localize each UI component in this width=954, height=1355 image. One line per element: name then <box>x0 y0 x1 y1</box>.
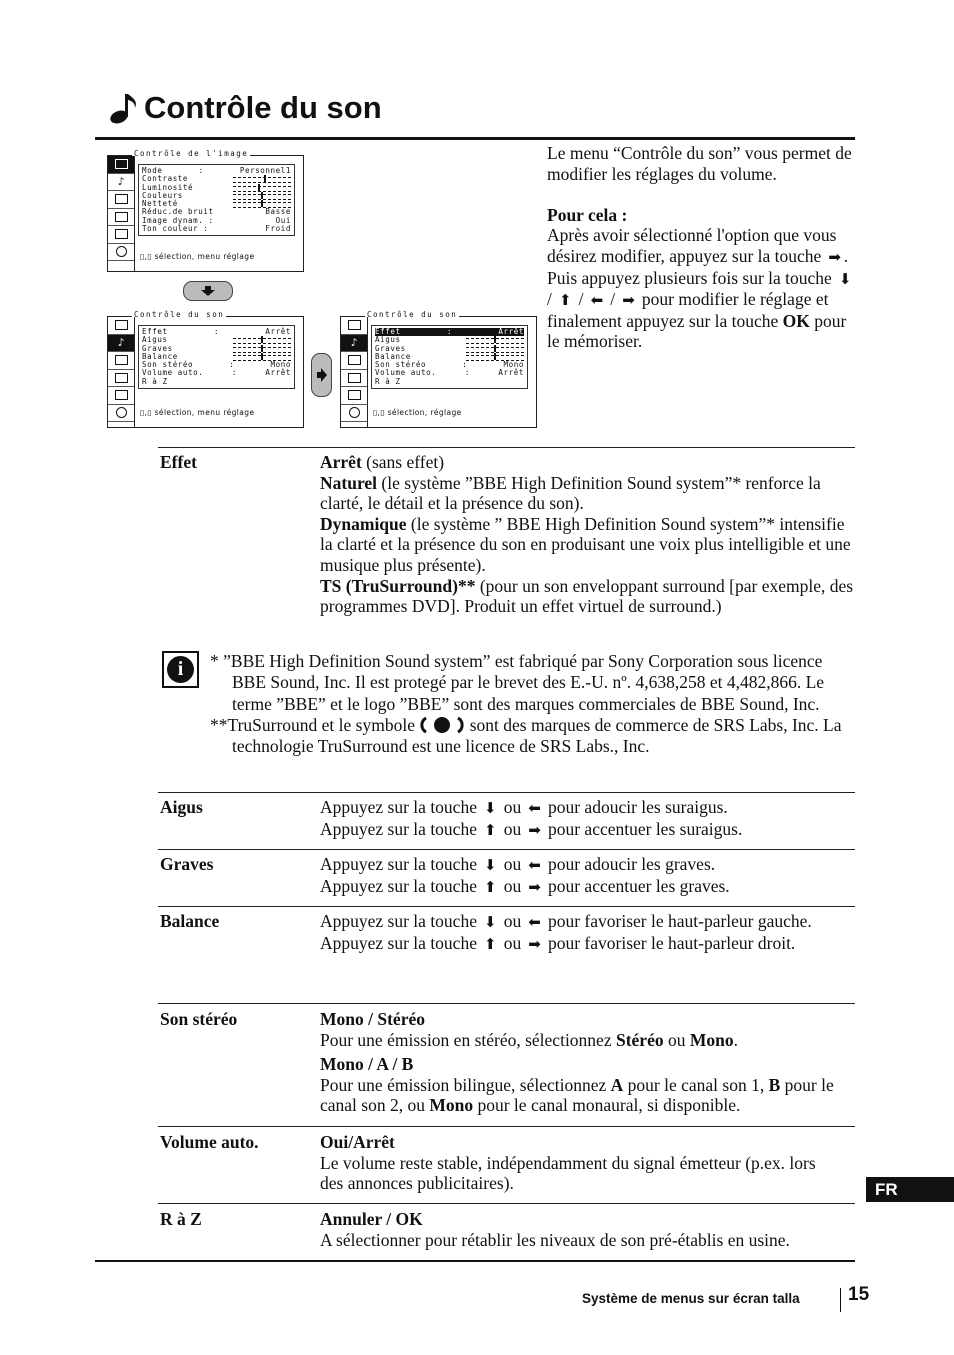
text: pour le canal son 1, <box>623 1074 769 1095</box>
term-aigus: Aigus <box>160 797 203 817</box>
menu-row-value <box>233 175 291 183</box>
menu-sidebar <box>108 156 135 271</box>
text: A sélectionner pour rétablir les niveaux de son pré-établis en usine. <box>320 1229 790 1250</box>
level-bar <box>466 355 524 361</box>
menu-sidebar <box>341 317 368 427</box>
menu-row-label: Effet <box>375 327 401 336</box>
features-icon <box>108 191 134 209</box>
setup-icon <box>108 370 134 388</box>
text: Le volume reste stable, indépendamment du signal émetteur (p.ex. lors des annonces publicitaires). <box>320 1152 816 1194</box>
menu-sidebar <box>108 317 135 427</box>
option-desc: (le système ”BBE High Definition Sound system”* renforce la clarté, le détail et la présence du son). <box>320 472 821 514</box>
footnote-srs-b: sont des marques de commerce de SRS Labs, Inc. La technologie TruSurround est une licence de SRS Labs., Inc. <box>232 714 842 757</box>
right-arrow-icon <box>317 368 327 382</box>
menu-row-label: Image dynam. : <box>142 215 214 225</box>
menu-row-label: Volume auto. <box>142 368 204 378</box>
sound-icon: ♪ <box>108 174 134 192</box>
timer-icon <box>108 244 134 262</box>
option-heading: Oui/Arrêt <box>320 1132 395 1152</box>
menu-row-value: Mono <box>270 360 291 370</box>
right-arrow-icon: ➡ <box>528 820 541 839</box>
menu-row-sep: : <box>446 327 453 336</box>
text: Pour une émission bilingue, sélectionnez <box>320 1074 611 1095</box>
text: Appuyez sur la touche <box>320 932 477 953</box>
text: Mono <box>689 1029 734 1050</box>
preset-icon <box>341 387 367 405</box>
menu-hint-text: sélection, menu réglage <box>154 252 255 261</box>
desc-balance <box>320 911 840 954</box>
text: . <box>733 1029 738 1050</box>
option-heading: Annuler / OK <box>320 1209 423 1229</box>
option-ts: TS (TruSurround)** <box>320 575 476 596</box>
right-arrow-icon: ➡ <box>622 291 635 310</box>
menu-hint: ▯,▯ sélection, menu réglage <box>140 408 255 417</box>
menu-row-sep: : <box>198 166 204 175</box>
option-heading: Mono / A / B <box>320 1054 414 1075</box>
level-bar <box>233 338 291 344</box>
divider <box>158 1203 855 1204</box>
bottom-rule <box>95 1260 855 1262</box>
footnote-bbe: * ”BBE High Definition Sound system” est fabriqué par Sony Corporation sous licence BBE Sound, Inc. Il est protegé par le brevet des E.-U. nº. 4,638,258 et 4,482,866. Le terme ”BBE” et le logo ”BBE” sont des marques commerciales de BBE Sound, Inc. <box>210 651 825 714</box>
title-rule <box>95 137 855 140</box>
left-arrow-icon: ⬅ <box>528 856 541 874</box>
menu-row <box>375 378 524 386</box>
text: Appuyez sur la touche <box>320 854 477 874</box>
text: Pour une émission en stéréo, sélectionnez <box>320 1029 616 1050</box>
menu-row-value <box>233 192 291 200</box>
setup-icon <box>341 370 367 388</box>
term-effet: Effet <box>160 452 197 472</box>
menu-row-label: Ton couleur : <box>142 224 209 234</box>
menu-panel <box>371 325 528 389</box>
features-icon <box>108 352 134 370</box>
text: Appuyez sur la touche <box>320 818 477 839</box>
menu-row-value <box>233 200 291 208</box>
down-arrow-icon: ⬇ <box>484 856 497 874</box>
text: ou <box>503 818 522 839</box>
right-arrow-icon: ➡ <box>528 934 541 953</box>
text: Appuyez sur la touche <box>320 797 477 817</box>
preset-icon <box>108 226 134 244</box>
menu-row-value: Arrêt <box>498 327 524 336</box>
option-arret: Arrêt <box>320 452 362 472</box>
menu-row-label: R à Z <box>375 376 401 386</box>
level-bar <box>466 347 524 353</box>
divider <box>158 849 855 850</box>
option-heading: Mono / Stéréo <box>320 1009 425 1029</box>
menu-row-value: Arrêt <box>265 368 291 378</box>
menu-row-label: Volume auto. <box>375 368 437 378</box>
picture-icon <box>341 317 367 335</box>
page-number: 15 <box>848 1284 870 1305</box>
menu-row-label: Mode <box>142 166 163 175</box>
sound-icon: ♪ <box>108 335 134 353</box>
text: pour le canal monaural, si disponible. <box>473 1095 741 1116</box>
up-arrow-icon: ⬆ <box>484 934 497 953</box>
desc-son-stereo <box>320 1009 860 1116</box>
level-bar <box>233 177 291 183</box>
level-bar <box>233 355 291 361</box>
text: B <box>768 1074 781 1095</box>
menu-row-label: Couleurs <box>142 190 183 200</box>
menu-row-label: Son stéréo <box>375 360 427 370</box>
down-arrow-icon <box>201 286 215 296</box>
term-balance: Balance <box>160 911 220 931</box>
timer-icon <box>108 405 134 423</box>
left-arrow-icon: ⬅ <box>528 799 541 817</box>
instr-part: . Puis appuyez plusieurs fois sur la touche <box>547 245 849 288</box>
term-son-stereo: Son stéréo <box>160 1009 238 1029</box>
text: ou <box>503 797 522 817</box>
up-arrow-icon: ⬆ <box>558 291 572 310</box>
text: ou <box>663 1029 690 1050</box>
menu-hint-text: sélection, menu réglage <box>154 408 255 417</box>
menu-row-label: Balance <box>375 351 411 361</box>
sound-icon: ♪ <box>341 335 367 353</box>
desc-volume-auto <box>320 1132 830 1194</box>
down-arrow-icon: ⬇ <box>838 269 852 288</box>
divider <box>158 792 855 793</box>
right-arrow-icon: ➡ <box>528 877 541 896</box>
page-title: Contrôle du son <box>144 90 382 125</box>
menu-row-label: Contraste <box>142 174 189 184</box>
menu-title: Contrôle du son <box>367 310 458 319</box>
instr-part: pour modifier le réglage et finalement appuyez sur la touche <box>547 289 829 331</box>
desc-raz <box>320 1209 860 1250</box>
right-arrow-icon: ➡ <box>828 247 841 266</box>
text: pour adoucir les graves. <box>547 854 716 874</box>
menu-row-value <box>233 353 291 361</box>
pour-cela-heading: Pour cela : <box>547 204 628 225</box>
down-arrow-icon: ⬇ <box>484 913 497 931</box>
preset-icon <box>108 387 134 405</box>
text: pour favoriser le haut-parleur droit. <box>547 932 796 953</box>
menu-row-value: Personnel1 <box>239 166 291 175</box>
divider <box>158 1003 855 1004</box>
level-bar <box>466 338 524 344</box>
menu-hint: ▯,▯ sélection, menu réglage <box>140 252 255 261</box>
info-icon: i <box>162 651 199 688</box>
menu-row-value <box>233 184 291 192</box>
menu-row-value: Arrêt <box>265 327 291 336</box>
setup-icon <box>108 209 134 227</box>
right-arrow-button <box>311 353 332 397</box>
text: Stéréo <box>615 1029 664 1050</box>
ok-key-label: OK <box>782 310 810 331</box>
term-graves: Graves <box>160 854 214 874</box>
picture-icon <box>108 156 134 174</box>
left-arrow-icon: ⬅ <box>528 913 541 931</box>
desc-effet <box>320 452 855 617</box>
menu-panel <box>138 164 295 236</box>
option-dynamique: Dynamique <box>320 513 407 534</box>
desc-graves <box>320 854 860 897</box>
menu-row-value <box>466 353 524 361</box>
term-volume-auto: Volume auto. <box>160 1132 259 1152</box>
text: ou <box>503 932 522 953</box>
menu-row <box>142 225 291 233</box>
text: pour accentuer les suraigus. <box>547 818 743 839</box>
menu-row-label: Balance <box>142 351 178 361</box>
footnotes <box>210 651 860 757</box>
menu-row-sep: : <box>229 360 235 370</box>
features-icon <box>341 352 367 370</box>
menu-row-value: Oui <box>275 215 291 225</box>
menu-row-label: Luminosité <box>142 182 194 192</box>
desc-aigus <box>320 797 860 840</box>
text: pour favoriser le haut-parleur gauche. <box>547 911 812 931</box>
menu-row-label: Aigus <box>375 335 401 345</box>
text: pour adoucir les suraigus. <box>547 797 728 817</box>
level-bar <box>233 194 291 200</box>
footnote-srs-a: **TruSurround et le symbole <box>210 714 415 735</box>
menu-row-label: Graves <box>375 343 406 353</box>
option-naturel: Naturel <box>320 472 378 493</box>
level-bar <box>233 186 291 192</box>
menu-row-sep: : <box>464 368 470 378</box>
text: pour le canal son 2, ou <box>320 1074 834 1116</box>
down-arrow-button <box>183 281 233 301</box>
menu-row-label: Netteté <box>142 199 178 209</box>
footnote-srs <box>210 715 860 758</box>
timer-icon <box>341 405 367 423</box>
divider <box>158 447 855 448</box>
up-arrow-icon: ⬆ <box>484 877 497 896</box>
left-arrow-icon: ⬅ <box>590 291 604 310</box>
divider <box>158 1126 855 1127</box>
srs-logo-icon <box>419 716 465 734</box>
picture-icon <box>108 317 134 335</box>
down-arrow-icon: ⬇ <box>484 799 497 817</box>
text: A <box>610 1074 624 1095</box>
level-bar <box>233 347 291 353</box>
text: Appuyez sur la touche <box>320 875 477 896</box>
menu-row-label: Son stéréo <box>142 360 194 370</box>
menu-row-value <box>466 345 524 353</box>
music-note-icon <box>108 91 138 125</box>
menu-row-value: Mono <box>503 360 524 370</box>
level-bar <box>233 202 291 208</box>
term-raz: R à Z <box>160 1209 202 1229</box>
instr-part: pour le mémoriser. <box>547 310 847 352</box>
menu-row-label: Effet <box>142 327 168 336</box>
menu-row-value: Basse <box>265 207 291 217</box>
menu-row-value: Froid <box>265 224 291 234</box>
text: pour accentuer les graves. <box>547 875 730 896</box>
menu-panel <box>138 325 295 389</box>
menu-hint: ▯,▯ sélection, réglage <box>373 408 462 417</box>
intro-text <box>547 143 857 352</box>
text: ou <box>503 911 522 931</box>
intro-paragraph: Le menu “Contrôle du son” vous permet de modifier les réglages du volume. <box>547 143 852 184</box>
menu-row <box>142 378 291 386</box>
option-desc: (le système ” BBE High Definition Sound system”* intensifie la clarté et la présence du son en produisant une voix plus intelligible et une musique plus présente). <box>320 513 851 575</box>
menu-screen-sound-1 <box>107 310 304 428</box>
menu-row-value: Arrêt <box>498 368 524 378</box>
menu-row-value <box>466 336 524 344</box>
footer-section-title: Système de menus sur écran talla <box>582 1291 800 1306</box>
page-title-block <box>108 86 382 130</box>
option-desc: (pour un son enveloppant surround [par exemple, des programmes DVD]. Produit un effet virtuel de surround.) <box>320 575 854 617</box>
intro-instructions: Après avoir sélectionné l'option que vous désirez modifier, appuyez sur la touche ➡ . Puis appuyez plusieurs fois sur la touche ⬇ / ⬆ / ⬅ / ➡ pour modifier le réglage et finalement appuyez sur la touche OK pour le mémoriser. <box>547 225 857 352</box>
menu-row-value <box>233 336 291 344</box>
footer-separator <box>840 1288 841 1312</box>
language-tab: FR <box>866 1177 954 1202</box>
menu-row-sep: : <box>462 360 468 370</box>
menu-row-label: Graves <box>142 343 173 353</box>
menu-row-sep: : <box>231 368 237 378</box>
option-desc: (sans effet) <box>361 452 445 472</box>
menu-screen-image <box>107 149 304 272</box>
menu-row-label: Aigus <box>142 335 168 345</box>
up-arrow-icon: ⬆ <box>484 820 497 839</box>
menu-row-value <box>233 345 291 353</box>
menu-title: Contrôle de l'image <box>134 149 249 158</box>
menu-row-sep: : <box>213 327 220 336</box>
text: ou <box>503 854 522 874</box>
menu-row-label: Réduc.de bruit <box>142 207 214 217</box>
text: Appuyez sur la touche <box>320 911 477 931</box>
divider <box>158 906 855 907</box>
menu-screen-sound-2 <box>340 310 537 428</box>
instr-part: Après avoir sélectionné l'option que vous désirez modifier, appuyez sur la touche <box>547 225 837 266</box>
menu-row-label: R à Z <box>142 376 168 386</box>
text: Mono <box>429 1095 474 1116</box>
text: ou <box>503 875 522 896</box>
menu-title: Contrôle du son <box>134 310 225 319</box>
menu-hint-text: sélection, réglage <box>387 408 462 417</box>
